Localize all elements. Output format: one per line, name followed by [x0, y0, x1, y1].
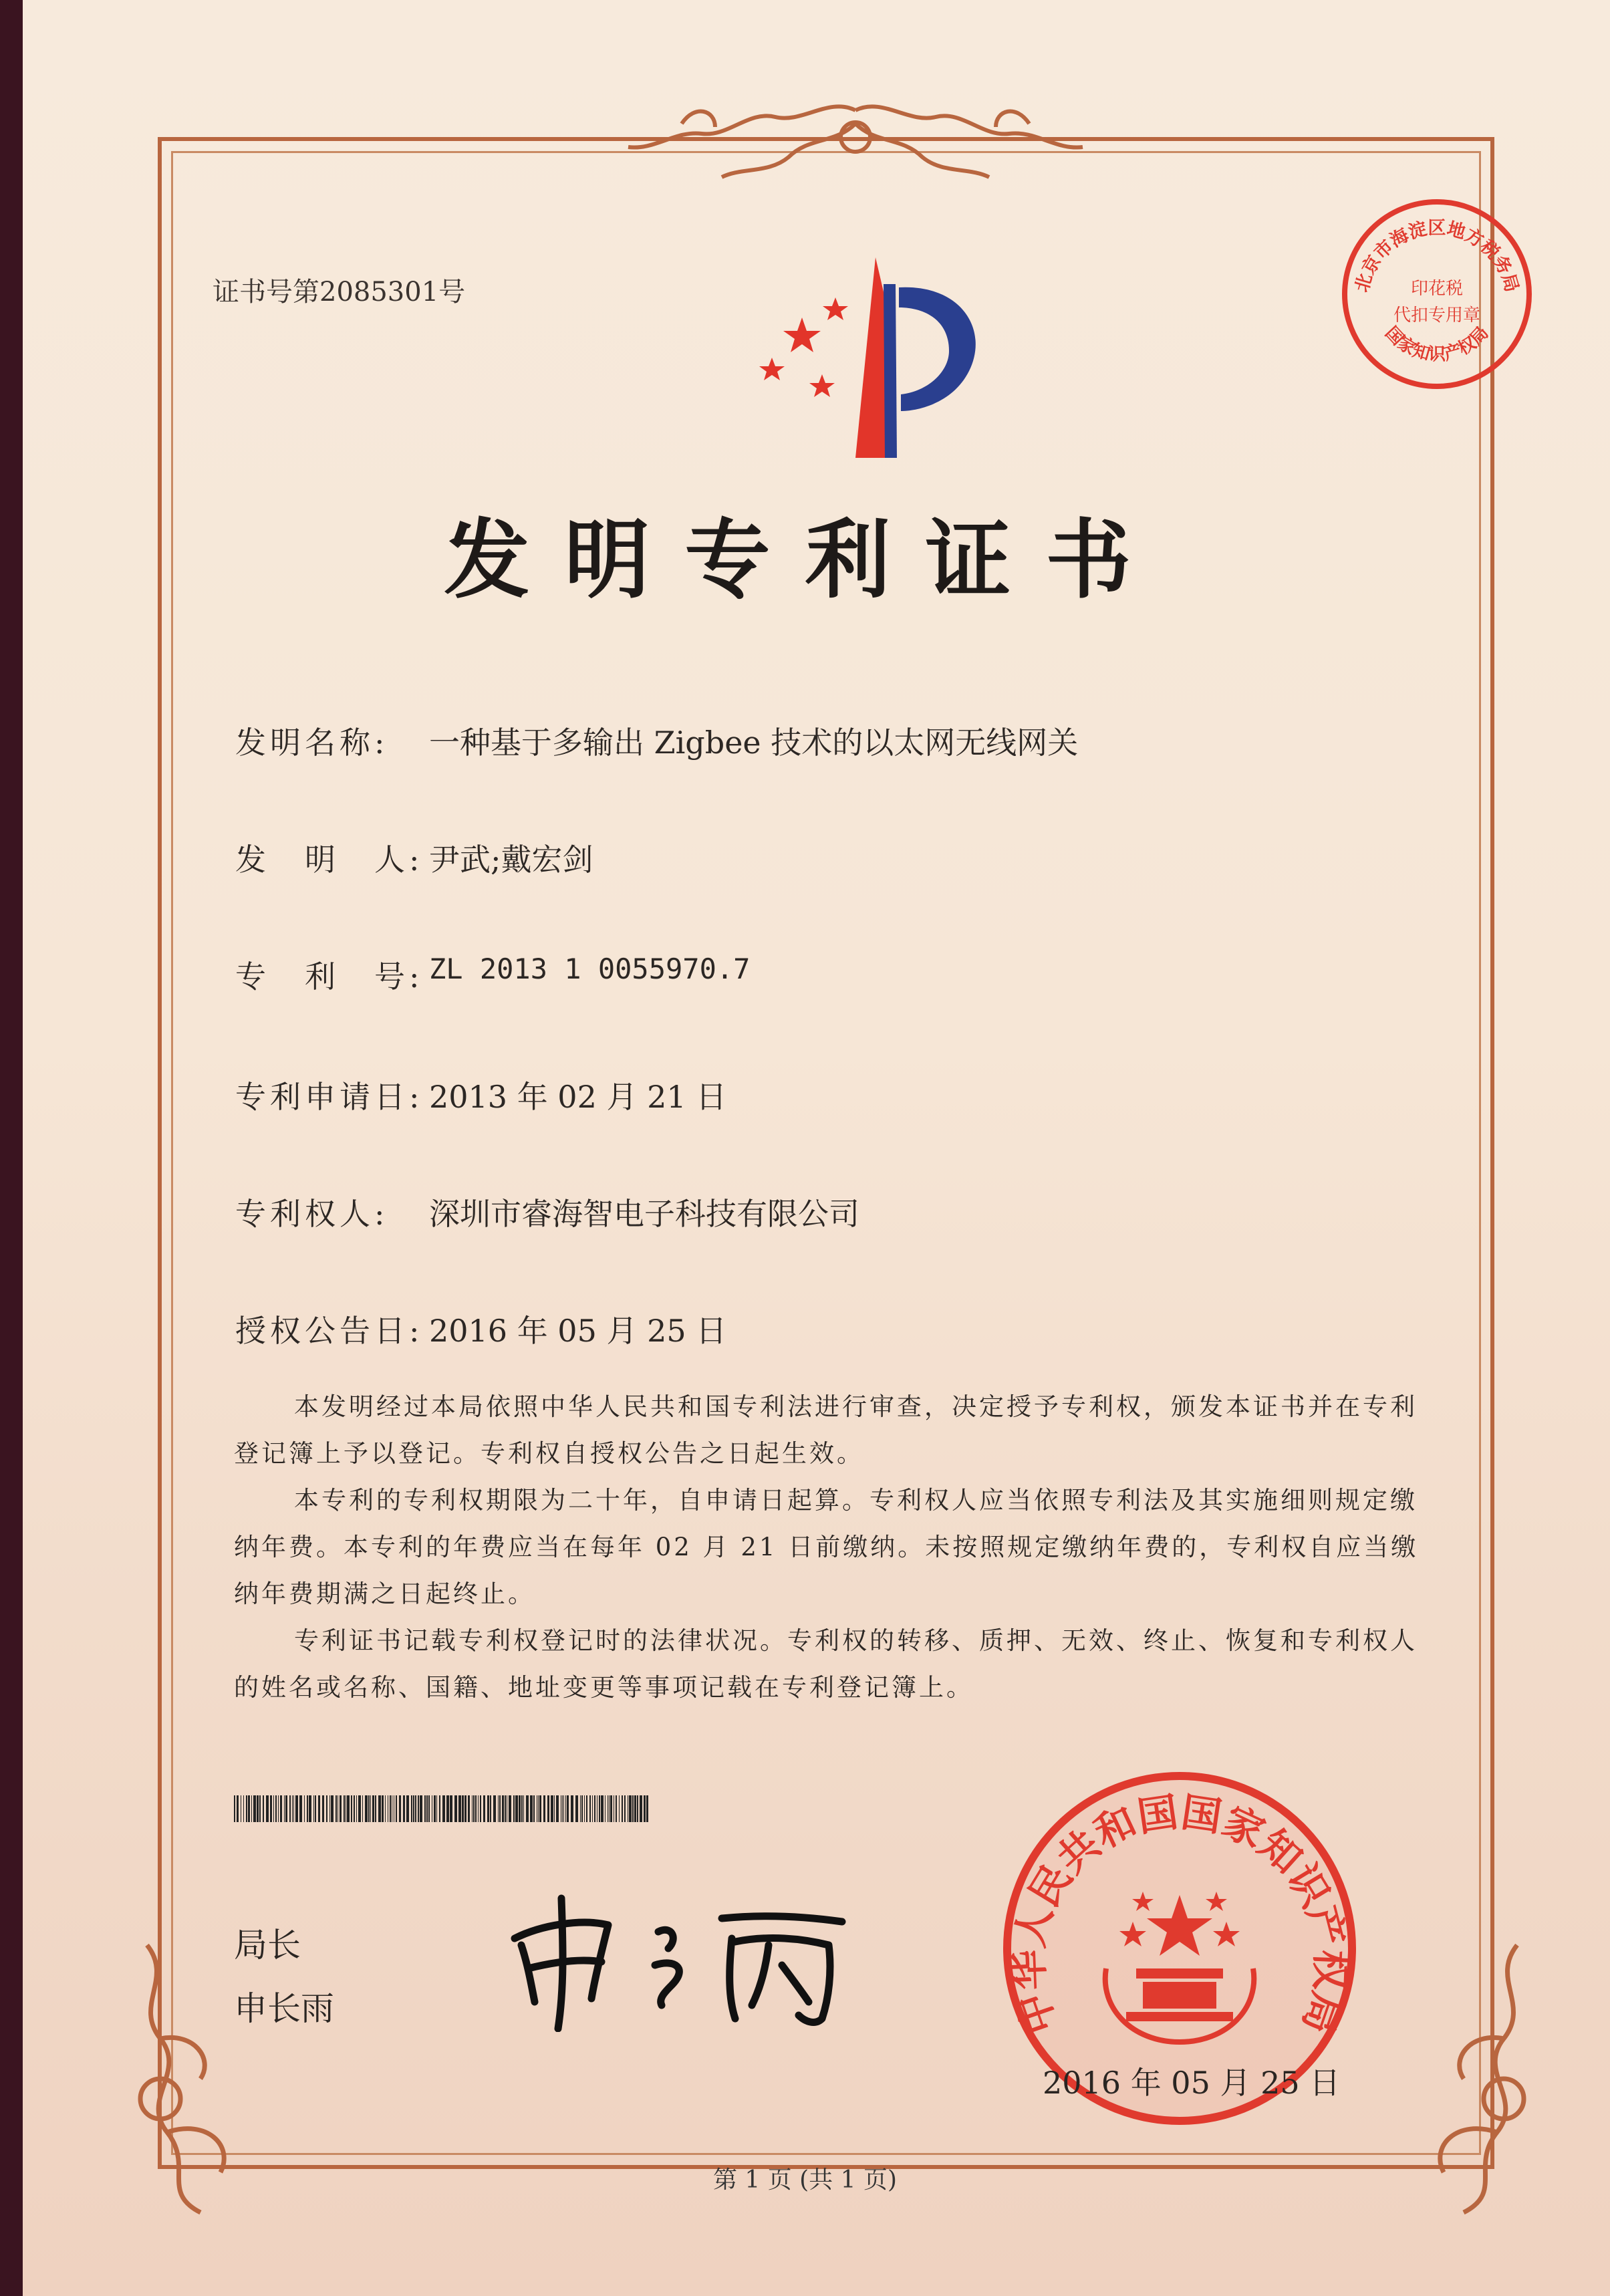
barcode-bar [375, 1795, 376, 1822]
barcode-bar [584, 1795, 585, 1822]
barcode-bar [563, 1795, 564, 1822]
barcode-bar [637, 1795, 638, 1822]
barcode-bar [586, 1795, 587, 1822]
certificate-number-label: 证书号第 [213, 277, 319, 307]
barcode-bar [313, 1795, 314, 1822]
barcode-bar [629, 1795, 632, 1822]
svg-text:印花税: 印花税 [1410, 279, 1464, 299]
inventor-value: 尹武;戴宏剑 [429, 842, 593, 878]
paragraph-examination: 本发明经过本局依照中华人民共和国专利法进行审查，决定授予专利权，颁发本证书并在专利登记簿上予以登记。专利权自授权公告之日起生效。 [234, 1392, 1418, 1468]
barcode-bar [266, 1795, 269, 1822]
barcode-bar [562, 1795, 563, 1822]
paragraph-legal-status: 专利证书记载专利权登记时的法律状况。专利权的转移、质押、无效、终止、恢复和专利权人的姓名或名称、国籍、地址变更等事项记载在专利登记簿上。 [234, 1626, 1418, 1702]
barcode-bar [487, 1795, 489, 1822]
barcode-bar [468, 1795, 470, 1822]
barcode-bar [526, 1795, 529, 1822]
barcode-bar [551, 1795, 553, 1822]
barcode-bar [390, 1795, 391, 1822]
barcode-bar [246, 1795, 247, 1822]
barcode-bar [442, 1795, 445, 1822]
barcode-bar [340, 1795, 342, 1822]
patentee-row [235, 1190, 859, 1234]
barcode-bar [253, 1795, 256, 1822]
barcode-bar [478, 1795, 479, 1822]
barcode-bar [368, 1795, 370, 1822]
barcode-bar [344, 1795, 345, 1822]
filing-date-value: 2013 年 02 月 21 日 [429, 1079, 727, 1115]
barcode-bar [399, 1795, 401, 1822]
barcode-bar [418, 1795, 419, 1822]
barcode-bar [275, 1795, 277, 1822]
paragraph-term: 本专利的专利权期限为二十年，自申请日起算。专利权人应当依照专利法及其实施细则规定缴纳年费。本专利的年费应当在每年 02 月 21 日前缴纳。未按照规定缴纳年费的，专利权自应当缴纳年费期满之日起终止。 [234, 1486, 1419, 1608]
barcode-bar [396, 1795, 397, 1822]
svg-text:北京市海淀区地方税务局: 北京市海淀区地方税务局 [1351, 218, 1522, 295]
barcode-bar [434, 1795, 436, 1822]
barcode-bar [331, 1795, 333, 1822]
barcode-bar [318, 1795, 320, 1822]
barcode-bar [362, 1795, 363, 1822]
barcode-bar [622, 1795, 623, 1822]
invention-name-label: 发明名称: [235, 725, 389, 761]
barcode-bar [599, 1795, 600, 1822]
barcode-bar [259, 1795, 261, 1822]
barcode-bar [505, 1795, 506, 1822]
barcode-bar [589, 1795, 591, 1822]
barcode-bar [237, 1795, 239, 1822]
svg-text:中华人民共和国国家知识产权局: 中华人民共和国国家知识产权局 [1005, 1789, 1354, 2040]
barcode-bar [278, 1795, 279, 1822]
patentee-label: 专利权人: [235, 1196, 389, 1232]
barcode-bar [502, 1795, 504, 1822]
barcode-bar [472, 1795, 473, 1822]
barcode-bar [480, 1795, 481, 1822]
barcode-bar [336, 1795, 337, 1822]
barcode-bar [539, 1795, 541, 1822]
barcode-bar [304, 1795, 305, 1822]
patent-number-row [235, 952, 750, 997]
barcode-bar [378, 1795, 381, 1822]
barcode-bar [356, 1795, 357, 1822]
barcode-bar [299, 1795, 302, 1822]
barcode-bar [565, 1795, 566, 1822]
certificate-title: 发明专利证书 [444, 511, 1166, 610]
barcode-bar [284, 1795, 285, 1822]
barcode-bar [270, 1795, 272, 1822]
barcode-bar [295, 1795, 298, 1822]
barcode-bar [610, 1795, 612, 1822]
barcode-bar [521, 1795, 523, 1822]
barcode-bar [382, 1795, 384, 1822]
barcode-bar [523, 1795, 524, 1822]
director-title: 局长 [234, 1926, 301, 1964]
barcode-bar [483, 1795, 485, 1822]
svg-text:代扣专用章: 代扣专用章 [1393, 305, 1481, 326]
barcode-bar [370, 1795, 371, 1822]
inventor-row [235, 836, 593, 880]
certificate-number-value: 2085301 [319, 277, 439, 307]
barcode-bar [605, 1795, 606, 1822]
barcode-bar [413, 1795, 414, 1822]
barcode-bar [464, 1795, 466, 1822]
barcode-bar [530, 1795, 533, 1822]
barcode-bar [292, 1795, 293, 1822]
barcode-bar [354, 1795, 355, 1822]
barcode-bar [571, 1795, 573, 1822]
barcode-bar [580, 1795, 581, 1822]
certificate-number [213, 271, 465, 309]
barcode-bar [415, 1795, 416, 1822]
patent-number-value: ZL 2013 1 0055970.7 [429, 952, 751, 985]
tax-stamp-seal [1337, 194, 1537, 394]
barcode-bar [273, 1795, 274, 1822]
barcode-bar [513, 1795, 515, 1822]
barcode-bar [257, 1795, 259, 1822]
barcode-bar [567, 1795, 569, 1822]
barcode-bar [454, 1795, 457, 1822]
barcode-bar [263, 1795, 264, 1822]
barcode-bar [462, 1795, 464, 1822]
barcode-bar [406, 1795, 409, 1822]
barcode-bar [436, 1795, 437, 1822]
barcode-bar [315, 1795, 316, 1822]
barcode-bar [547, 1795, 549, 1822]
barcode-bar [543, 1795, 545, 1822]
barcode-bar [554, 1795, 555, 1822]
barcode-bar [428, 1795, 430, 1822]
barcode-bar [285, 1795, 287, 1822]
barcode [234, 1795, 652, 1822]
barcode-bar [329, 1795, 330, 1822]
invention-name-value: 一种基于多输出 Zigbee 技术的以太网无线网关 [429, 725, 1079, 761]
barcode-bar [538, 1795, 539, 1822]
barcode-bar [403, 1795, 405, 1822]
barcode-bar [458, 1795, 461, 1822]
barcode-bar [634, 1795, 636, 1822]
barcode-bar [498, 1795, 499, 1822]
filing-date-row [235, 1073, 726, 1117]
barcode-bar [509, 1795, 511, 1822]
patent-number-label: 专 利 号: [235, 959, 424, 995]
barcode-bar [234, 1795, 235, 1822]
barcode-bar [519, 1795, 521, 1822]
barcode-bar [624, 1795, 626, 1822]
barcode-bar [351, 1795, 352, 1822]
barcode-bar [575, 1795, 578, 1822]
director-name: 申长雨 [234, 1989, 334, 2028]
grant-date-row [235, 1307, 726, 1351]
barcode-bar [358, 1795, 361, 1822]
sipo-logo [742, 257, 1002, 458]
inventor-label: 发 明 人: [235, 842, 424, 878]
barcode-bar [293, 1795, 294, 1822]
barcode-bar [420, 1795, 422, 1822]
barcode-bar [594, 1795, 595, 1822]
grant-date-label: 授权公告日: [235, 1313, 424, 1349]
barcode-bar [473, 1795, 475, 1822]
barcode-bar [326, 1795, 327, 1822]
barcode-bar [365, 1795, 368, 1822]
director-signature [501, 1885, 855, 2032]
barcode-bar [499, 1795, 501, 1822]
barcode-bar [490, 1795, 491, 1822]
top-ornament [615, 97, 1096, 187]
barcode-bar [251, 1795, 252, 1822]
patentee-value: 深圳市睿海智电子科技有限公司 [429, 1196, 859, 1232]
barcode-bar [243, 1795, 244, 1822]
barcode-bar [556, 1795, 559, 1822]
certificate-number-suffix: 号 [438, 277, 466, 307]
barcode-bar [640, 1795, 642, 1822]
barcode-bar [426, 1795, 428, 1822]
barcode-bar [424, 1795, 426, 1822]
barcode-bar [322, 1795, 324, 1822]
svg-text:国家知识产权局: 国家知识产权局 [1381, 323, 1493, 365]
barcode-bar [632, 1795, 634, 1822]
barcode-bar [307, 1795, 308, 1822]
barcode-bar [609, 1795, 610, 1822]
invention-name-row [235, 719, 1078, 763]
barcode-bar [616, 1795, 617, 1822]
barcode-bar [601, 1795, 603, 1822]
barcode-bar [644, 1795, 646, 1822]
grant-date-value: 2016 年 05 月 25 日 [429, 1313, 727, 1349]
filing-date-label: 专利申请日: [235, 1079, 424, 1115]
barcode-bar [533, 1795, 535, 1822]
barcode-bar [309, 1795, 311, 1822]
barcode-bar [515, 1795, 518, 1822]
barcode-bar [646, 1795, 648, 1822]
barcode-bar [248, 1795, 250, 1822]
barcode-bar [446, 1795, 449, 1822]
barcode-bar [450, 1795, 452, 1822]
barcode-bar [581, 1795, 583, 1822]
issue-date: 2016 年 05 月 25 日 [1043, 2065, 1341, 2101]
barcode-bar [475, 1795, 477, 1822]
barcode-bar [280, 1795, 282, 1822]
barcode-bar [411, 1795, 412, 1822]
barcode-bar [439, 1795, 440, 1822]
barcode-bar [493, 1795, 496, 1822]
barcode-bar [592, 1795, 593, 1822]
barcode-bar [347, 1795, 350, 1822]
barcode-bar [372, 1795, 374, 1822]
barcode-bar [289, 1795, 291, 1822]
barcode-bar [385, 1795, 386, 1822]
barcode-bar [619, 1795, 620, 1822]
page-number: 第 1 页 (共 1 页) [712, 2166, 898, 2194]
